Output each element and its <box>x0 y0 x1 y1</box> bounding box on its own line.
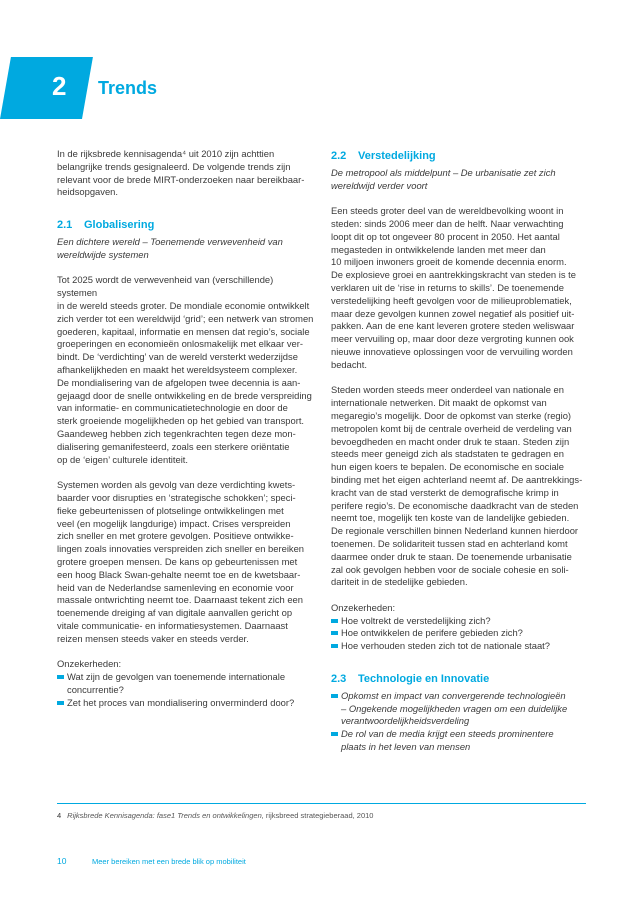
bullet-icon <box>331 619 338 623</box>
body-paragraph: Tot 2025 wordt de verwevenheid van (verschillende) systemen in de wereld steeds groter. De mondiale economie ontwikkelt zich verder tot een wereldwijd ‘grid’; een netwerk van stromen goederen, kapitaal, informatie en mensen dat regio’s, sociale groeperingen en economieën onlosmakelijk met elkaar ver- bindt. De ‘verdichting’ van de wereld versterkt wederzijdse afhankelijkheden en maakt het wereldsysteem complexer. De mondialisering van de afgelopen twee decennia is aan- gejaagd door de snelle ontwikkeling en de brede verspreiding van informatie- en communicatietechnologie en door de sterk groeiende mogelijkheden op het gebied van transport. Gaandeweg hebben zich tegenkrachten tegen deze mon- dialisering gemanifesteerd, zoals een sterkere oriëntatie op de ‘eigen’ culturele identiteit. <box>57 274 314 465</box>
list-item: Hoe verhouden steden zich tot de nationale staat? <box>331 640 586 653</box>
list-item: Opkomst en impact van convergerende technologieën – Ongekende mogelijkheden vragen om een duidelijke verantwoordelijkheidsverdeling <box>331 690 586 728</box>
footnote-source: rijksbreed strategieberaad, 2010 <box>263 811 374 820</box>
bullet-icon <box>57 675 64 679</box>
footnote <box>57 811 373 820</box>
section-number: 2.1 <box>57 219 73 232</box>
left-column <box>57 148 315 709</box>
page-number: 10 <box>57 856 67 866</box>
list-item: Hoe voltrekt de verstedelijking zich? <box>331 615 586 628</box>
bullet-icon <box>331 644 338 648</box>
body-paragraph: Systemen worden als gevolg van deze verdichting kwets- baarder voor disrupties en ‘strategische schokken’; speci- fieke gebeurtenissen of plotselinge ontwikkelingen met veel (en mogelijk langdurige) impact. Crises verspreiden zich sneller en met grotere gevolgen. Positieve ontwikke- lingen zoals innovaties verspreiden zich sneller en bereiken grotere groepen mensen. De kans op gebeurtenissen met een hoog Black Swan-gehalte neemt toe en de kwetsbaar- heid van de Nederlandse samenleving en economie voor massale ontwrichting neemt toe. Daarnaast tekent zich een toenemende dreiging af van digitale aanvallen gericht op vitale communicatie- en informatiesystemen. Daarnaast reizen mensen steeds vaker en steeds verder. <box>57 479 305 644</box>
running-footer: Meer bereiken met een brede blik op mobiliteit <box>92 857 246 866</box>
section-number: 2.3 <box>331 673 347 686</box>
list-item: Hoe ontwikkelen de perifere gebieden zich? <box>331 627 586 640</box>
section-number: 2.2 <box>331 150 347 162</box>
list-item: Wat zijn de gevolgen van toenemende internationale concurrentie? <box>57 671 315 697</box>
body-paragraph: Steden worden steeds meer onderdeel van nationale en internationale netwerken. Dit maakt de opkomst van megaregio’s mogelijk. Door de opkomst van sterke (regio) metropolen komt bij de centrale overheid de verdeling van bevoegdheden en macht onder druk te staan. Steden zijn steeds meer geneigd zich als stadstaten te gedragen en hun eigen koers te bepalen. De economische en sociale binding met het eigen achterland neemt af. De aantrekkings- kracht van de stad versterkt de demografische krimp in perifere regio’s. De economische daadkracht van de steden neemt toe, mogelijk ten koste van de landelijke gebieden. De regionale verschillen binnen Nederland kunnen hierdoor toenemen. De solidariteit tussen stad en achterland komt daarmee onder druk te staan. De toenemende urbanisatie zal ook gevolgen hebben voor de sociale cohesie en soli- dariteit in de stedelijke gebieden. <box>331 384 583 588</box>
bullet-icon <box>57 701 64 705</box>
section-title: Verstedelijking <box>358 150 436 162</box>
bullet-icon <box>331 732 338 736</box>
chapter-tab <box>0 57 93 119</box>
chapter-title: Trends <box>98 78 158 98</box>
uncertainties-list <box>57 671 315 709</box>
section-title: Technologie en Innovatie <box>358 673 490 686</box>
bullet-icon <box>331 694 338 698</box>
uncertainties-list <box>331 615 586 653</box>
topic-list <box>331 690 586 754</box>
bullet-icon <box>331 631 338 635</box>
list-item: De rol van de media krijgt een steeds prominentere plaats in het leven van mensen <box>331 728 586 754</box>
body-paragraph: Een steeds groter deel van de wereldbevolking woont in steden: sinds 2006 meer dan de helft. Naar verwachting loopt dit op tot ongeveer 80 procent in 2050. Het aantal megasteden in ontwikkelende landen met meer dan 10 miljoen inwoners groeit de komende decennia enorm. De explosieve groei en aantrekkingskracht van steden is te verklaren uit de ‘rise in returns to skills’. De toenemende verstedelijking heeft gevolgen voor de milieuproblematiek, maar deze gevolgen kunnen zowel negatief als positief uit- pakken. Aan de ene kant leveren grotere steden weliswaar meer vervuiling op, maar door deze vergroting kunnen ook nieuwe innovatieve oplossingen voor de vervuiling worden bedacht. <box>331 205 576 370</box>
uncertainties-label: Onzekerheden: <box>57 658 122 670</box>
section-heading-2-2 <box>331 150 586 163</box>
section-heading-2-3 <box>331 673 586 686</box>
section-subtitle: De metropool als middelpunt – De urbanisatie zet zich wereldwijd verder voort <box>331 166 556 191</box>
intro-paragraph: In de rijksbrede kennisagenda⁴ uit 2010 zijn achttien belangrijke trends gesignaleerd. De volgende trends zijn relevant voor de brede MIRT-onderzoeken naar bereikbaar- heidsopgaven. <box>57 148 305 198</box>
footnote-divider <box>57 803 586 804</box>
footnote-title: Rijksbrede Kennisagenda: fase1 Trends en ontwikkelingen, <box>67 811 264 820</box>
section-subtitle: Een dichtere wereld – Toenemende verwevenheid van wereldwijde systemen <box>57 235 283 260</box>
chapter-number: 2 <box>52 71 67 101</box>
section-title: Globalisering <box>84 219 155 232</box>
uncertainties-label: Onzekerheden: <box>331 601 396 613</box>
section-heading-2-1 <box>57 219 315 232</box>
footnote-number: 4 <box>57 811 62 820</box>
right-column <box>331 150 586 754</box>
list-item: Zet het proces van mondialisering onverminderd door? <box>57 697 315 710</box>
